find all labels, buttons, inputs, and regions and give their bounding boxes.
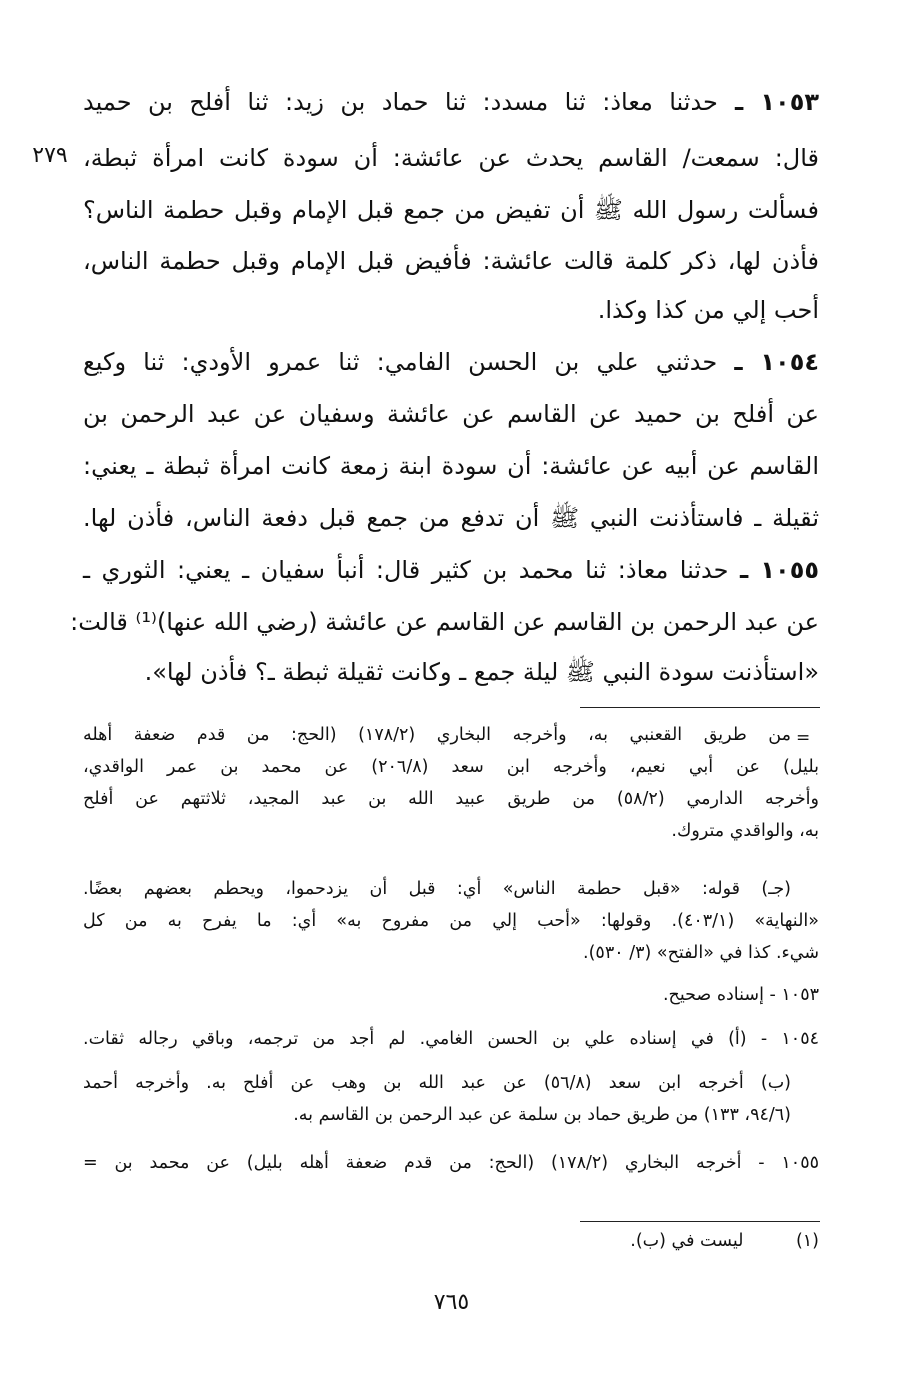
footnote-1054-b-line-2: (٩٤/٦، ١٣٣) من طريق حماد بن سلمة عن عبد الرحمن بن القاسم به. [293,1105,791,1125]
hadith-1054-line-4: ثقيلة ـ فاستأذنت النبي ﷺ أن تدفع من جمع قبل دفعة الناس، فأذن لها. [83,504,819,532]
hadith-number: ١٠٥٤ ـ [734,348,819,376]
footnote-separator [580,707,820,708]
hadith-number: ١٠٥٥ ـ [739,556,819,584]
footnote-line: وأخرجه الدارمي (٥٨/٢) من طريق عبيد الله بن عبد المجيد، ثلاثتهم عن أفلح [83,789,819,809]
footnote-line: به، والواقدي متروك. [671,821,819,841]
hadith-1053-line-4: فأذن لها، ذكر كلمة قالت عائشة: فأفيض قبل الإمام وقبل حطمة الناس، [83,247,819,275]
footnote-line: من طريق القعنبي به، وأخرجه البخاري (١٧٨/٢) (الحج: من قدم ضعفة أهله [83,725,791,745]
hadith-1055-line-3: «استأذنت سودة النبي ﷺ ليلة جمع ـ وكانت ثقيلة ثبطة ـ؟ فأذن لها». [144,658,819,686]
footnote-line: بليل) عن أبي نعيم، وأخرجه ابن سعد (٢٠٦/٨) عن محمد بن عمر الواقدي، [83,757,819,777]
hadith-1054-line-3: القاسم عن أبيه عن عائشة: أن سودة ابنة زمعة كانت امرأة ثبطة ـ يعني: [83,452,819,480]
bottom-footnote-separator [580,1221,820,1222]
manuscript-folio-number: ٢٧٩ [32,143,68,168]
footnote-1055: ١٠٥٥ - أخرجه البخاري (١٧٨/٢) (الحج: من قدم ضعفة أهله بليل) عن محمد بن = [83,1153,819,1173]
hadith-number: ١٠٥٣ ـ [735,88,819,116]
footnote-1053: ١٠٥٣ - إسناده صحيح. [662,985,819,1005]
hadith-1053-line-5: أحب إلي من كذا وكذا. [597,296,819,324]
hadith-1054-line-1: ١٠٥٤ ـ حدثني علي بن الحسن الفامي: ثنا عمرو الأودي: ثنا وكيع [83,348,819,376]
footnote-line: «النهاية» (٤٠٣/١). وقولها: «أحب إلي من مفروح به» أي: ما يفرح به من كل [83,911,819,931]
footnote-line: شيء. كذا في «الفتح» (٣/ ٥٣٠). [583,943,819,963]
footnote-line: (جـ) قوله: «قبل حطمة الناس» أي: قبل أن يزدحموا، ويحطم بعضهم بعضًا. [83,879,791,899]
footnote-1054-b-line-1: (ب) أخرجه ابن سعد (٥٦/٨) عن عبد الله بن وهب عن أفلح به. وأخرجه أحمد [83,1073,791,1093]
hadith-1053-line-1: ١٠٥٣ ـ حدثنا معاذ: ثنا مسدد: ثنا حماد بن زيد: ثنا أفلح بن حميد [83,88,819,116]
hadith-1053-line-2: قال: سمعت/ القاسم يحدث عن عائشة: أن سودة كانت امرأة ثبطة، [83,144,819,172]
footnote-marker: (١) [795,1231,819,1251]
hadith-1054-line-2: عن أفلح بن حميد عن القاسم عن عائشة وسفيان عن عبد الرحمن بن [83,400,819,428]
page-number: ٧٦٥ [433,1290,470,1315]
hadith-1055-line-2: عن عبد الرحمن بن القاسم عن القاسم عن عائشة (رضي الله عنها)⁽¹⁾ قالت: [70,608,819,636]
bottom-footnote [83,1226,819,1256]
footnote-text: ليست في (ب). [630,1231,744,1251]
footnote-1054-a: ١٠٥٤ - (أ) في إسناده علي بن الحسن الغامي. لم أجد من ترجمه، وباقي رجاله ثقات. [83,1029,819,1049]
hadith-1055-line-1: ١٠٥٥ ـ حدثنا معاذ: ثنا محمد بن كثير قال: أنبأ سفيان ـ يعني: الثوري ـ [83,556,819,584]
continuation-mark: = [796,728,811,748]
hadith-1053-line-3: فسألت رسول الله ﷺ أن تفيض من جمع قبل الإمام وقبل حطمة الناس؟ [83,196,819,224]
